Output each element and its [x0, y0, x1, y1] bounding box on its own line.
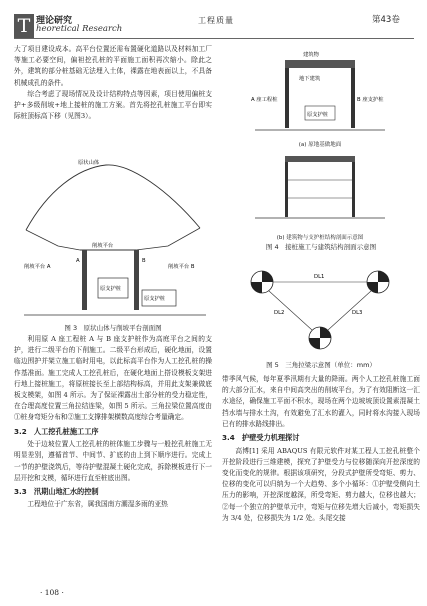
section-heading-3-3: 3.3 汛期山地汇水的控制: [14, 486, 99, 496]
right-column-bottom: [222, 374, 420, 524]
pile-a: [82, 250, 87, 310]
figure-4-caption: 图 4 接桩施工与建筑结构剖面示意图: [265, 243, 377, 251]
paragraph: 工程地位于广东省，属我国南方潮湿多雨的亚热: [27, 500, 168, 509]
figure-5-caption: 图 5 三角拉梁示意图（单位：mm）: [266, 361, 376, 369]
figure-4b-caption: (b) 建筑物与支护桩结构剖面示意图: [276, 235, 364, 241]
label-dl1: DL1: [314, 274, 325, 280]
section-title-en: heoretical Research: [36, 24, 123, 34]
paragraph: 大了项目建设成本。高平台位置还需布置硬化道路以及材料加工厂等施工必要空间，偏袒挖孔桩的平面施工面积再次缩小。除此之外，建筑的部分桩基础无法埋入土体，裸露在地表面以上，不具备机械成孔的条件。: [14, 45, 212, 87]
left-slope: [26, 230, 80, 250]
journal-name: 工程质量: [198, 16, 234, 25]
label-dl2: DL2: [274, 310, 285, 316]
header-divider: [14, 38, 414, 39]
label-pile-b: B: [142, 258, 146, 264]
label-a-pile: A 座工程桩: [251, 97, 278, 103]
section-heading-3-4: 3.4 护壁受力机理探讨: [222, 433, 300, 443]
left-column-bottom: [14, 334, 212, 511]
label-building-2: 原支护桩: [144, 296, 166, 302]
label-original-mountain: 原状山体: [78, 160, 100, 166]
pile-section-3: [309, 327, 331, 349]
label-b-pile: B 座支护桩: [357, 97, 384, 103]
figure-5: [240, 258, 400, 358]
figure-3-caption: 图 3 原状山体与削坡平台剖面图: [64, 324, 162, 332]
label-layer: 原支护桩: [307, 112, 329, 118]
page-number: · 108 ·: [40, 588, 64, 597]
left-column-top: [14, 44, 212, 122]
pile-b: [134, 250, 139, 310]
slab: [285, 60, 355, 68]
section-heading-3-2: 3.2 人工挖孔桩施工工序: [14, 426, 99, 436]
figure-4b: [245, 152, 395, 232]
pile-b-right: [351, 68, 355, 128]
figure-4a-caption: (a) 原地基做地面: [298, 142, 342, 148]
volume-number: 第43卷: [372, 15, 400, 25]
pile-right: [352, 162, 355, 217]
paragraph: 处于边坡位置人工挖孔桩的桩体施工步骤与一般挖孔桩施工无明显差别，遵循首节、中间节、扩底的由上到下顺序进行。完成上一节的护壁浇筑后，等待护壁混凝土硬化完成，拆除模板进行下一层开挖和支模，循环进行直至桩底出图。: [14, 440, 212, 482]
figure-3: [18, 150, 213, 330]
pile-section-1: [251, 271, 273, 293]
slab: [285, 156, 355, 162]
label-dl3: DL3: [352, 310, 363, 316]
right-slope: [136, 228, 200, 250]
label-building: 原支护桩: [100, 286, 122, 292]
paragraph: 高博[1] 采用 ABAQUS 有限元软件对某工程人工挖孔桩整个开挖阶段进行三维建模，探究了护壁受力与位移随深向开挖深度的变化而变化的规律。根据该项研究，分段式护壁所受弯矩、剪力、位移的变化可以归纳为一个大趋势、多个小循环：①护壁受侧向土压力的影响，开挖深度越深，所受弯矩、剪力越大，位移也越大；②每一个独立的护壁单元中，弯矩与位移先增大后减小，弯矩损失为 3/4 处，位移损失为 1/2 处。头尾交接: [222, 446, 420, 522]
label-slope-platform: 削坡平台: [92, 243, 114, 249]
beam-dl3: [328, 291, 371, 330]
pile-section-2: [367, 271, 389, 293]
logo-letter: T: [17, 15, 31, 37]
paragraph: 利用原 A 座工程桩 A 与 B 座支护桩作为高庭平台之间的支护，进行二级平台的下削施工。二级平台形成后，硬化地面，设置临边围护并架立施工临时用电，以此标高平台作为人工挖孔桩的操作基准面。施工完成人工挖孔桩后，在硬化地面上搭设模板支架进行地上接桩施工，将原桩接长至上部结构标高，并用此支架兼做底板支模架，如图 4 所示。为了保证裸露出土部分桩的受力稳定性，在合理高度位置三角拉结连梁，如图 5 所示。三角拉梁位置高度由①桩身弯矩分布和②施工支撑排架横数高度综合考量确定。: [14, 335, 212, 422]
paragraph: 综合考虑了现场情况及设计结构特点等因素，项目使用偏桩支护+多级削坡+地上接桩的施工方案。首先将挖孔桩施工平台即实际桩顶标高下移（见图3）。: [14, 89, 212, 121]
paragraph: 带季风气候，每年夏季汛期有大量的降雨。两个人工挖孔桩施工面的大部分汇水，来自中间高突出的削坡平台，为了有效阻断这一汇水途径，确保施工平面不积水，现场在两个边坡坡顶设置素混凝土挡水墙与排水土沟，有效避免了汇水的灌入，同时将水沟接入现场已有的排水路线排出。: [222, 375, 420, 428]
label-platform-a: 削坡平台 A: [24, 264, 51, 270]
section-title-cn: 理论研究: [36, 16, 73, 26]
label-building-top: 建筑物: [303, 52, 319, 58]
pile-left: [285, 162, 288, 217]
pile-a-left: [285, 68, 289, 128]
figure-4a: [245, 46, 395, 146]
label-diwai: 地下建筑: [299, 76, 321, 82]
label-platform-b: 削坡平台 B: [168, 264, 195, 270]
mountain-profile: [26, 165, 200, 230]
label-pile-a: A: [76, 258, 80, 264]
journal-logo: [14, 14, 34, 38]
